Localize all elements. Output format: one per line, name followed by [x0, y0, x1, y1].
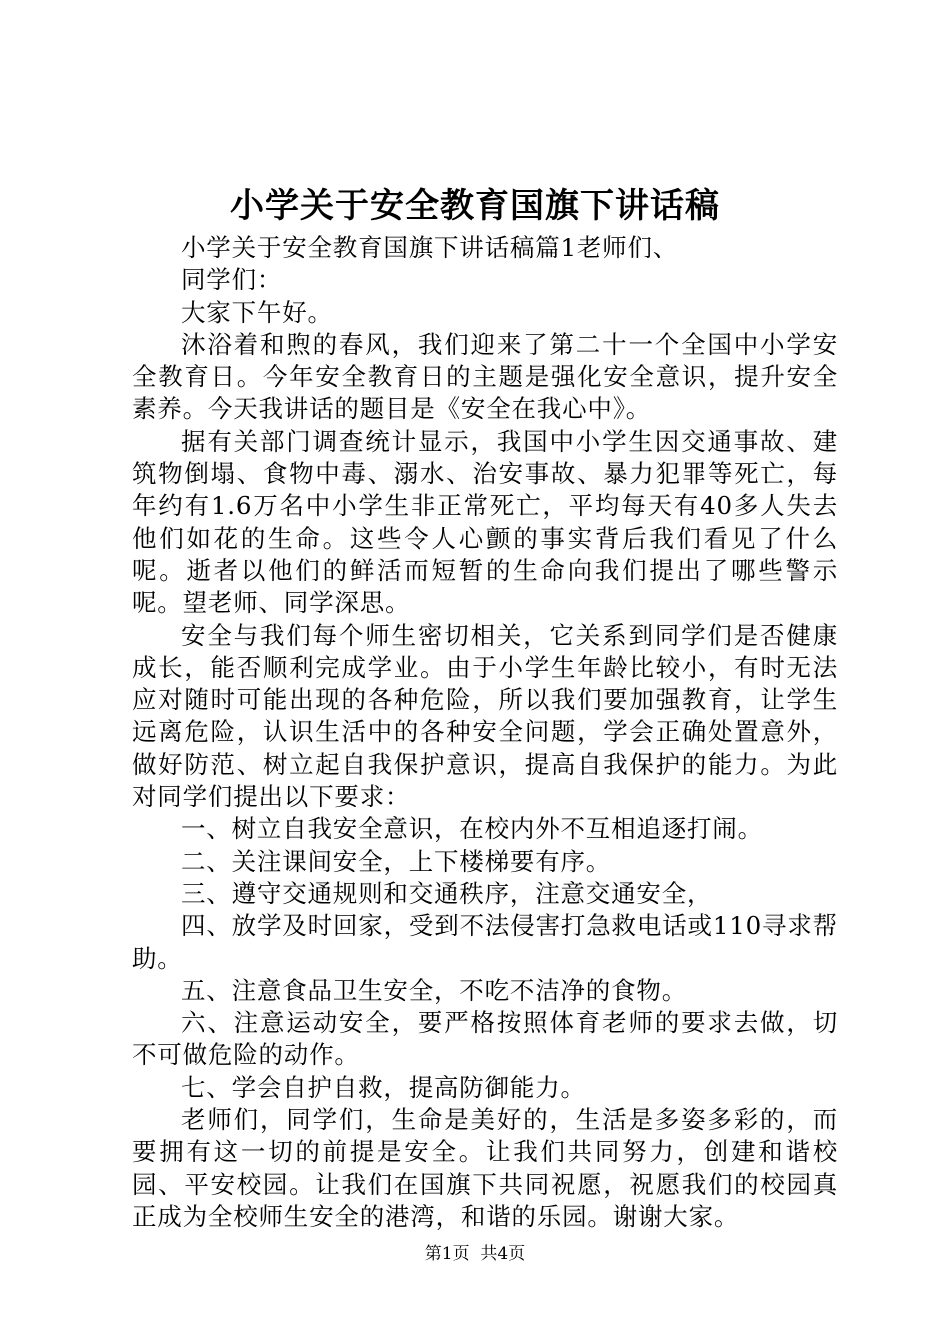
paragraph-salutation: 同学们： — [181, 265, 283, 295]
page-number-footer: 第1页 共4页 — [424, 1244, 526, 1264]
paragraph-requirement-4: 四、放学及时回家，受到不法侵害打急救电话或110寻求帮助。 — [132, 911, 838, 973]
paragraph-closing: 老师们，同学们，生命是美好的，生活是多姿多彩的，而要拥有这一切的前提是安全。让我们共同努力，创建和谐校园、平安校园。让我们在国旗下共同祝愿，祝愿我们的校园真正成为全校师生安全的港湾，和谐的乐园。谢谢大家。 — [132, 1105, 838, 1231]
document-title: 小学关于安全教育国旗下讲话稿 — [230, 186, 720, 226]
paragraph-requirement-5: 五、注意食品卫生安全，不吃不洁净的食物。 — [181, 975, 687, 1005]
paragraph-requirement-1: 一、树立自我安全意识，在校内外不互相追逐打闹。 — [181, 814, 763, 844]
document-body — [132, 232, 838, 1233]
paragraph-greeting: 大家下午好。 — [181, 297, 333, 327]
paragraph-safety-importance: 安全与我们每个师生密切相关，它关系到同学们是否健康成长，能否顺利完成学业。由于小学生年龄比较小，有时无法应对随时可能出现的各种危险，所以我们要加强教育，让学生远离危险，认识生活中的各种安全问题，学会正确处置意外，做好防范、树立起自我保护意识，提高自我保护的能力。为此对同学们提出以下要求： — [132, 620, 838, 812]
paragraph-intro: 沐浴着和煦的春风，我们迎来了第二十一个全国中小学安全教育日。今年安全教育日的主题是强化安全意识，提升安全素养。今天我讲话的题目是《安全在我心中》。 — [132, 329, 838, 424]
paragraph-requirement-7: 七、学会自护自救，提高防御能力。 — [181, 1072, 586, 1102]
paragraph-statistics: 据有关部门调查统计显示，我国中小学生因交通事故、建筑物倒塌、食物中毒、溺水、治安事故、暴力犯罪等死亡，每年约有1.6万名中小学生非正常死亡，平均每天有40多人失去他们如花的生命。这些令人心颤的事实背后我们看见了什么呢。逝者以他们的鲜活而短暂的生命向我们提出了哪些警示呢。望老师、同学深思。 — [132, 426, 838, 618]
paragraph-requirement-6: 六、注意运动安全，要严格按照体育老师的要求去做，切不可做危险的动作。 — [132, 1008, 838, 1070]
paragraph-opening: 小学关于安全教育国旗下讲话稿篇1老师们、 — [181, 233, 679, 262]
paragraph-requirement-3: 三、遵守交通规则和交通秩序，注意交通安全， — [181, 878, 713, 908]
paragraph-requirement-2: 二、关注课间安全，上下楼梯要有序。 — [181, 846, 612, 876]
